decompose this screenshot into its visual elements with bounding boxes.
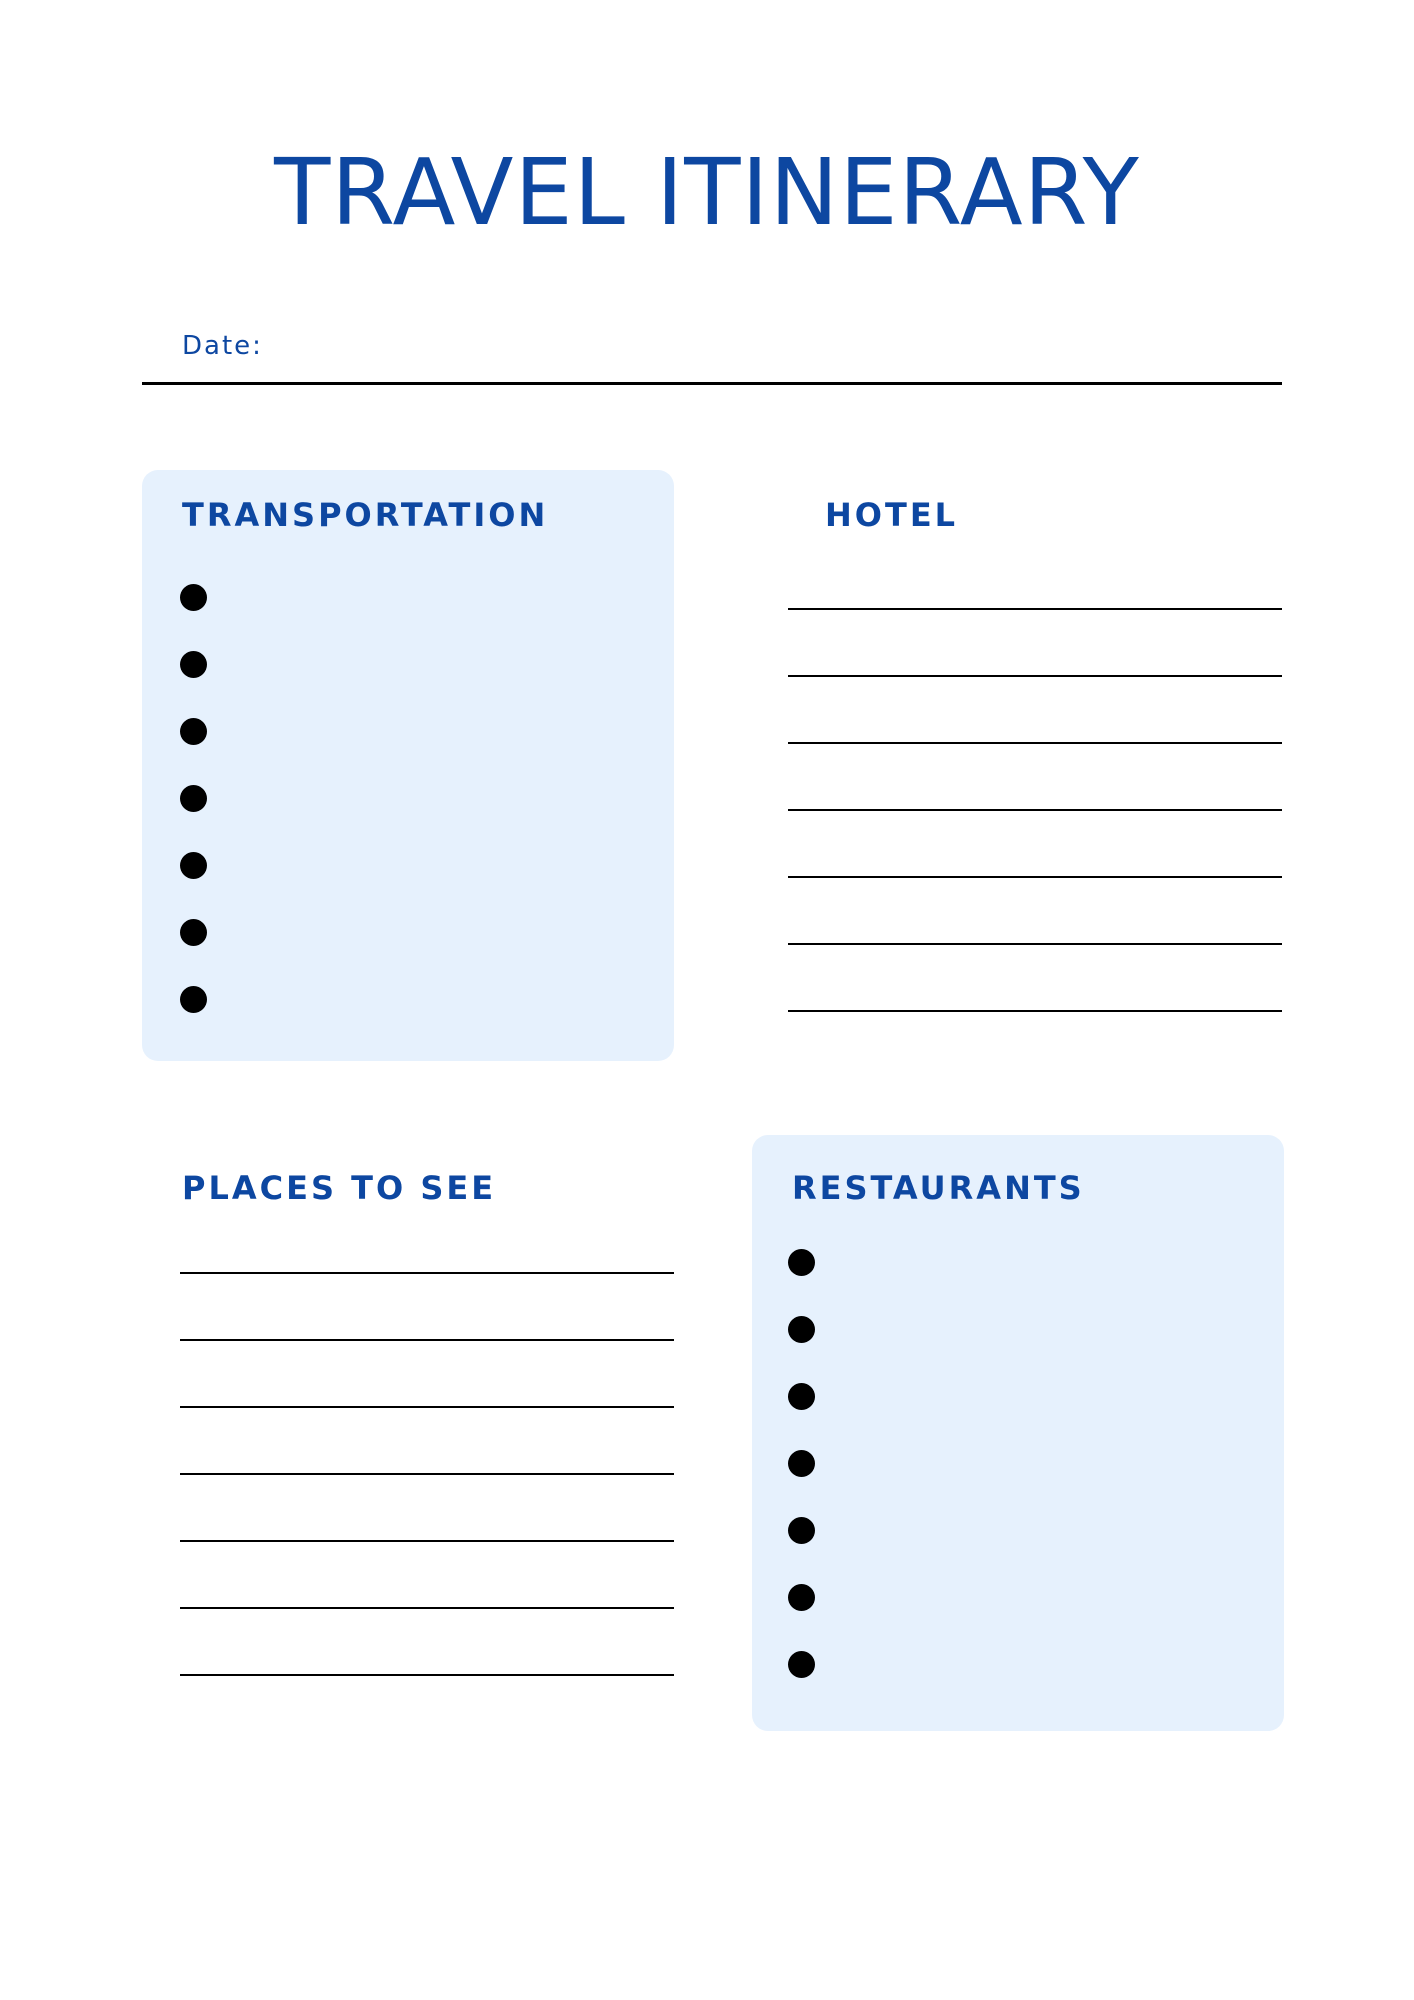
transportation-bullet bbox=[180, 651, 207, 678]
places-write-line bbox=[180, 1406, 674, 1408]
places-heading: PLACES TO SEE bbox=[182, 1169, 497, 1207]
transportation-box bbox=[142, 470, 674, 1061]
hotel-write-line bbox=[788, 608, 1282, 610]
transportation-bullet bbox=[180, 919, 207, 946]
restaurants-bullet bbox=[788, 1249, 815, 1276]
hotel-write-line bbox=[788, 675, 1282, 677]
hotel-write-line bbox=[788, 943, 1282, 945]
hotel-write-line bbox=[788, 742, 1282, 744]
hotel-write-line bbox=[788, 876, 1282, 878]
places-write-line bbox=[180, 1473, 674, 1475]
transportation-bullet bbox=[180, 986, 207, 1013]
page-title: TRAVEL ITINERARY bbox=[274, 139, 1140, 246]
places-write-line bbox=[180, 1339, 674, 1341]
restaurants-bullet bbox=[788, 1651, 815, 1678]
transportation-bullet bbox=[180, 584, 207, 611]
transportation-bullet bbox=[180, 852, 207, 879]
restaurants-heading: RESTAURANTS bbox=[792, 1169, 1085, 1207]
places-write-line bbox=[180, 1540, 674, 1542]
hotel-heading: HOTEL bbox=[825, 496, 959, 534]
restaurants-bullet bbox=[788, 1517, 815, 1544]
restaurants-bullet bbox=[788, 1584, 815, 1611]
transportation-heading: TRANSPORTATION bbox=[182, 496, 549, 534]
transportation-bullet bbox=[180, 785, 207, 812]
restaurants-bullet bbox=[788, 1450, 815, 1477]
restaurants-bullet bbox=[788, 1316, 815, 1343]
hotel-write-line bbox=[788, 1010, 1282, 1012]
restaurants-box bbox=[752, 1135, 1284, 1731]
hotel-write-line bbox=[788, 809, 1282, 811]
transportation-bullet bbox=[180, 718, 207, 745]
date-underline bbox=[142, 382, 1282, 385]
date-label: Date: bbox=[182, 331, 263, 361]
places-write-line bbox=[180, 1272, 674, 1274]
restaurants-bullet bbox=[788, 1383, 815, 1410]
places-write-line bbox=[180, 1674, 674, 1676]
places-write-line bbox=[180, 1607, 674, 1609]
